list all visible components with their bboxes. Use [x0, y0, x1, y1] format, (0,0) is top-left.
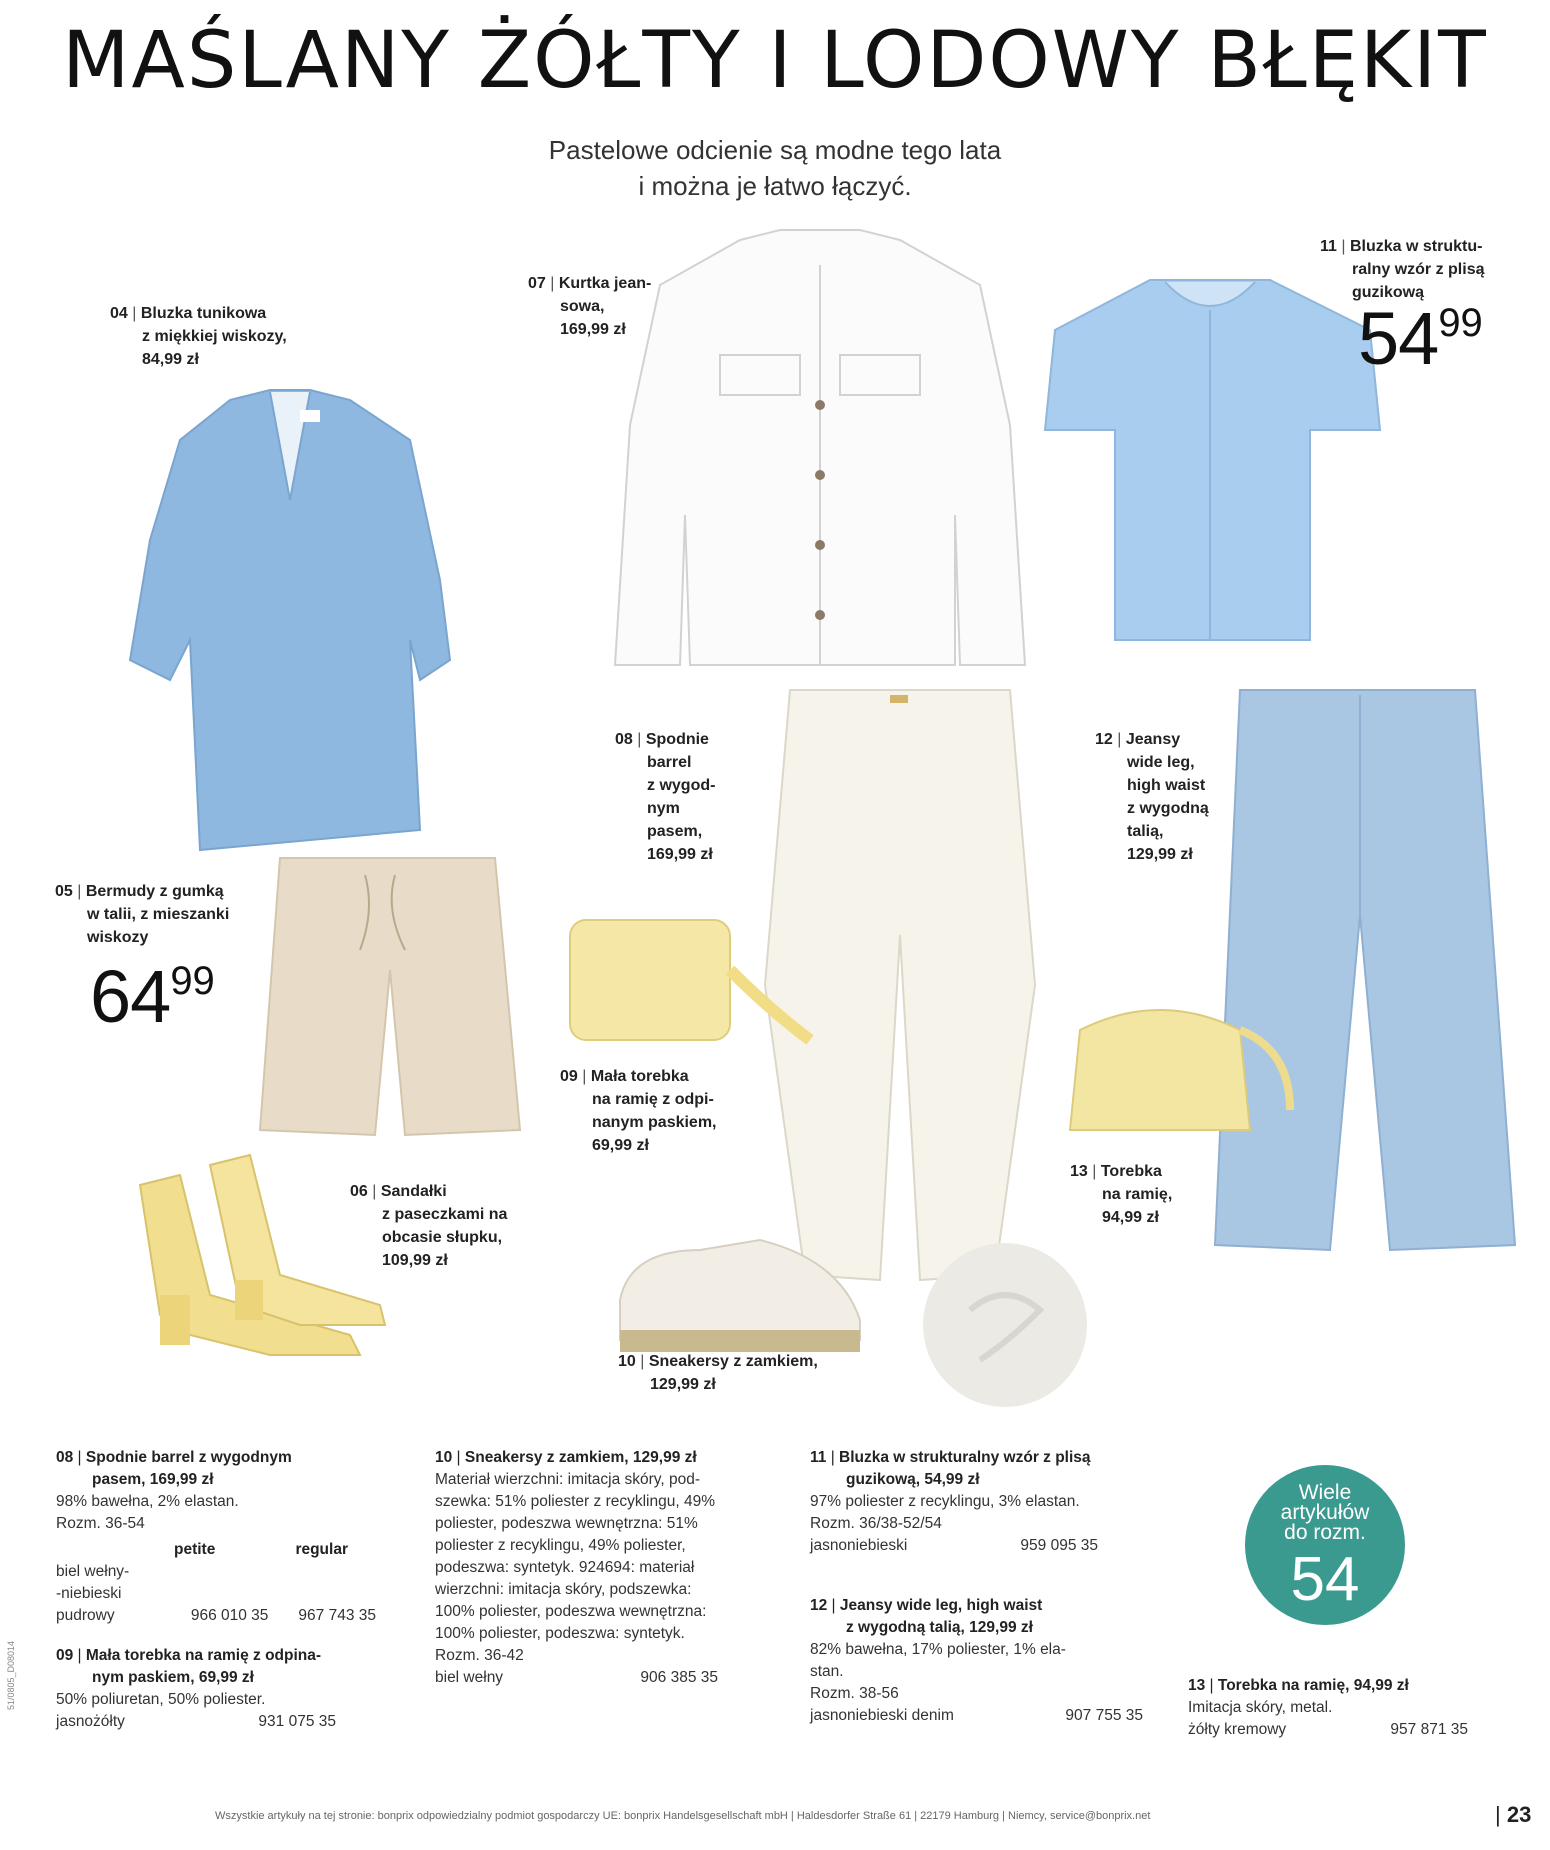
label-product-11: 11 | Bluzka w struktu- ralny wzór z plisą guzikową — [1320, 235, 1484, 304]
details-product-12: 12 | Jeansy wide leg, high waist z wygodną talią, 129,99 zł 82% bawełna, 17% poliester, 1% ela- stan. Rozm. 38-56 jasnoniebieski denim 907 755 35 — [810, 1595, 1145, 1727]
texture-detail-image — [920, 1240, 1090, 1410]
yellow-shoulder-bag-image[interactable] — [1060, 990, 1300, 1150]
white-denim-jacket-image[interactable] — [610, 225, 1030, 675]
label-product-10: 10 | Sneakersy z zamkiem, 129,99 zł — [618, 1350, 818, 1396]
size-badge: Wiele artykułów do rozm. 54 — [1245, 1465, 1405, 1625]
side-catalog-code: 51/0805_D08014 — [6, 1640, 16, 1710]
light-blue-blouse-image[interactable] — [1040, 270, 1380, 650]
label-product-05: 05 | Bermudy z gumką w talii, z mieszanki wiskozy — [55, 880, 229, 949]
page-number: | 23 — [1495, 1802, 1531, 1828]
wide-leg-jeans-image[interactable] — [1215, 685, 1515, 1255]
blouse-tunic-image[interactable] — [120, 380, 460, 860]
label-product-12: 12 | Jeansy wide leg, high waist z wygodną talią, 129,99 zł — [1095, 728, 1209, 866]
page-title: MAŚLANY ŻÓŁTY I LODOWY BŁĘKIT — [62, 16, 1488, 106]
small-shoulder-bag-image[interactable] — [560, 910, 820, 1060]
price-product-05: $64^{99}$ — [90, 955, 215, 1038]
label-product-04: 04 | Bluzka tunikowa z miękkiej wiskozy, 84,99 zł — [110, 302, 287, 371]
price-product-11: $54^{99}$ — [1358, 297, 1483, 380]
page-subtitle: Pastelowe odcienie są modne tego lata i można je łatwo łączyć. — [548, 135, 1002, 201]
sneakers-with-zip-image[interactable] — [610, 1230, 870, 1360]
details-product-13: 13 | Torebka na ramię, 94,99 zł Imitacja skóry, metal. żółty kremowy 957 871 35 — [1188, 1675, 1468, 1741]
details-product-10: 10 | Sneakersy z zamkiem, 129,99 zł Materiał wierzchni: imitacja skóry, pod- szewka: 51% poliester z recyklingu, 49% poliester, podeszwa wewnętrzna: 51% poliester z recyklingu, 49% poliester, podeszwa: syntetyk. 924694: materiał wierzchni: imitacja skóry, podszewka: 100% poliester, podeszwa wewnętrzna: 100% poliester, podeszwa: syntetyk. Rozm. 36-42 biel wełny 906 385 35 — [435, 1447, 780, 1689]
details-product-08: 08 | Spodnie barrel z wygodnym pasem, 169,99 zł 98% bawełna, 2% elastan. Rozm. 36-54 petite regular biel wełny- -niebieski pudrowy 966 010 35 967 743 35 — [56, 1447, 376, 1627]
footer-legal-text: Wszystkie artykuły na tej stronie: bonprix odpowiedzialny podmiot gospodarczy UE: bonprix Handelsgesellschaft mbH | Haldesdorfer Straße 61 | 22179 Hamburg | Niemcy, service@bonprix.net — [215, 1810, 1151, 1822]
details-product-11: 11 | Bluzka w strukturalny wzór z plisą guzikową, 54,99 zł 97% poliester z recyklingu, 3% elastan. Rozm. 36/38-52/54 jasnoniebieski 959 095 35 — [810, 1447, 1150, 1557]
bermuda-shorts-image[interactable] — [255, 850, 535, 1140]
label-product-09: 09 | Mała torebka na ramię z odpi- nanym paskiem, 69,99 zł — [560, 1065, 717, 1157]
label-product-08: 08 | Spodnie barrel z wygod- nym pasem, 169,99 zł — [615, 728, 715, 866]
details-product-09: 09 | Mała torebka na ramię z odpina- nym paskiem, 69,99 zł 50% poliuretan, 50% poliester. jasnożółty 931 075 35 — [56, 1645, 336, 1733]
label-product-13: 13 | Torebka na ramię, 94,99 zł — [1070, 1160, 1172, 1229]
label-product-07: 07 | Kurtka jean- sowa, 169,99 zł — [528, 272, 651, 341]
label-product-06: 06 | Sandałki z paseczkami na obcasie słupku, 109,99 zł — [350, 1180, 507, 1272]
